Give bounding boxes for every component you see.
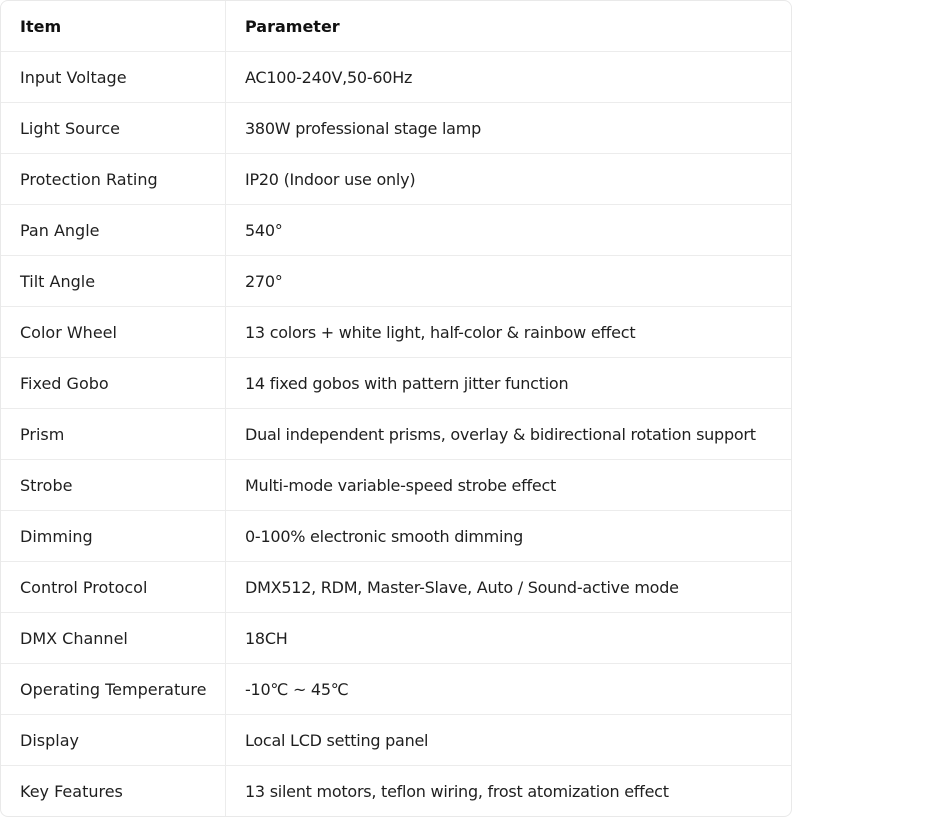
parameter-cell: Local LCD setting panel bbox=[226, 715, 791, 766]
parameter-cell: 540° bbox=[226, 205, 791, 256]
parameter-cell: Multi-mode variable-speed strobe effect bbox=[226, 460, 791, 511]
parameter-cell: 380W professional stage lamp bbox=[226, 103, 791, 154]
item-cell: Fixed Gobo bbox=[1, 358, 226, 409]
header-parameter: Parameter bbox=[226, 1, 791, 52]
parameter-cell: IP20 (Indoor use only) bbox=[226, 154, 791, 205]
table-row bbox=[1, 256, 791, 307]
table-header bbox=[1, 1, 791, 52]
parameter-cell: -10℃ ~ 45℃ bbox=[226, 664, 791, 715]
header-row bbox=[1, 1, 791, 52]
table-row bbox=[1, 715, 791, 766]
table-row bbox=[1, 358, 791, 409]
item-cell: Protection Rating bbox=[1, 154, 226, 205]
table-row bbox=[1, 664, 791, 715]
item-cell: Key Features bbox=[1, 766, 226, 816]
parameter-cell: 13 silent motors, teflon wiring, frost atomization effect bbox=[245, 781, 669, 801]
table-row bbox=[1, 562, 791, 613]
item-cell: Light Source bbox=[1, 103, 226, 154]
table-body bbox=[1, 52, 791, 816]
item-cell: Dimming bbox=[1, 511, 226, 562]
table-row bbox=[1, 52, 791, 103]
item-cell: Strobe bbox=[1, 460, 226, 511]
table-row bbox=[1, 766, 791, 816]
item-cell: Prism bbox=[1, 409, 226, 460]
table-row bbox=[1, 205, 791, 256]
parameter-cell: 18CH bbox=[226, 613, 791, 664]
item-cell: Tilt Angle bbox=[1, 256, 226, 307]
item-cell: Operating Temperature bbox=[1, 664, 226, 715]
table-row bbox=[1, 409, 791, 460]
parameter-cell: 13 colors + white light, half-color & rainbow effect bbox=[226, 307, 791, 358]
parameter-cell: 270° bbox=[226, 256, 791, 307]
table-row bbox=[1, 613, 791, 664]
item-cell: Color Wheel bbox=[1, 307, 226, 358]
table-row bbox=[1, 307, 791, 358]
table-row bbox=[1, 511, 791, 562]
item-cell: DMX Channel bbox=[1, 613, 226, 664]
header-item: Item bbox=[1, 1, 226, 52]
table-row bbox=[1, 154, 791, 205]
parameter-cell: DMX512, RDM, Master-Slave, Auto / Sound-active mode bbox=[226, 562, 791, 613]
item-cell: Display bbox=[1, 715, 226, 766]
parameter-cell: Dual independent prisms, overlay & bidirectional rotation support bbox=[226, 409, 791, 460]
parameter-cell: 0-100% electronic smooth dimming bbox=[226, 511, 791, 562]
item-cell: Input Voltage bbox=[1, 52, 226, 103]
table-row bbox=[1, 460, 791, 511]
item-cell: Pan Angle bbox=[1, 205, 226, 256]
table-row bbox=[1, 103, 791, 154]
parameter-cell: 14 fixed gobos with pattern jitter function bbox=[226, 358, 791, 409]
parameter-cell: AC100-240V,50-60Hz bbox=[226, 52, 791, 103]
item-cell: Control Protocol bbox=[1, 562, 226, 613]
